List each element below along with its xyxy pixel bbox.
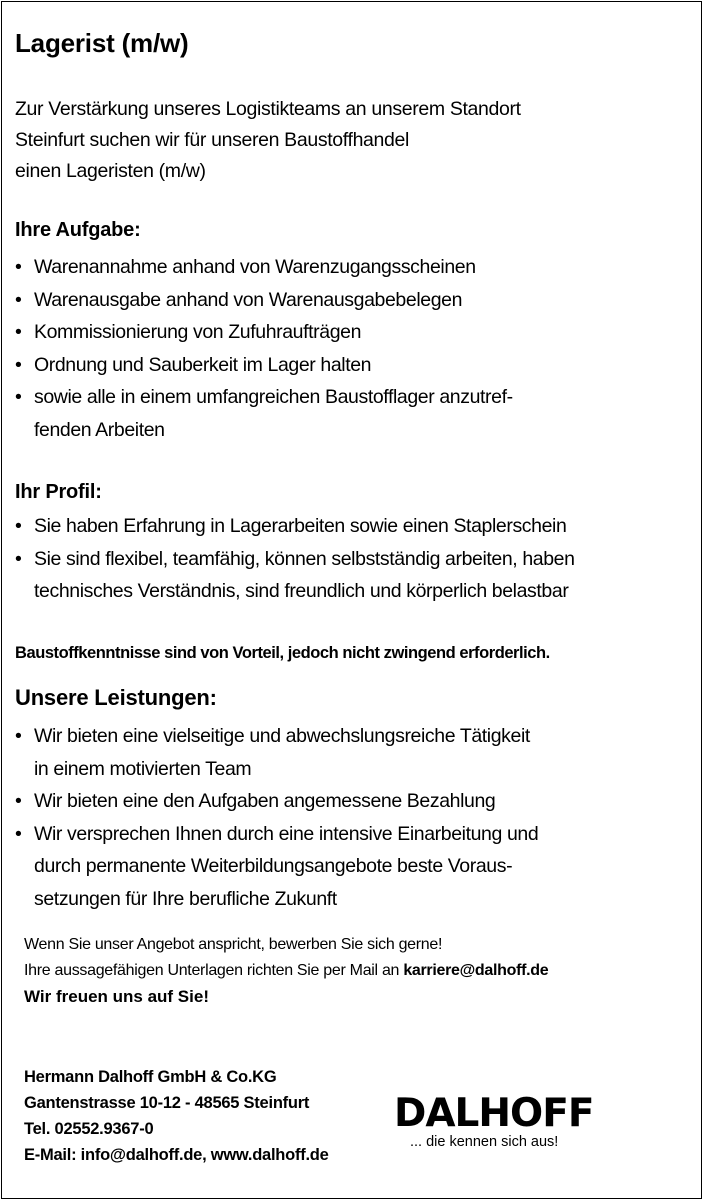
list-item: • Warenausgabe anhand von Warenausgabebelegen bbox=[15, 284, 513, 317]
list-item: • Sie haben Erfahrung in Lagerarbeiten sowie einen Staplerschein bbox=[15, 510, 575, 543]
logo-wordmark: DALHOFF bbox=[394, 1091, 594, 1136]
knowledge-note: Baustoffkenntnisse sind von Vorteil, jedoch nicht zwingend erforderlich. bbox=[15, 644, 550, 662]
company-street: Gantenstrasse 10-12 - 48565 Steinfurt bbox=[24, 1094, 310, 1112]
bullet-icon: • bbox=[15, 822, 22, 845]
list-item: • Wir bieten eine vielseitige und abwechslungsreiche Tätigkeit in einem motivierten Team bbox=[15, 720, 538, 785]
dalhoff-logo bbox=[394, 1091, 694, 1150]
benefits-heading: Unsere Leistungen: bbox=[15, 685, 217, 710]
careers-email-link[interactable]: karriere@dalhoff.de bbox=[403, 962, 549, 979]
intro-line: Zur Verstärkung unseres Logistikteams an unserem Standort bbox=[15, 98, 521, 120]
company-name: Hermann Dalhoff GmbH & Co.KG bbox=[24, 1068, 277, 1086]
list-item: • sowie alle in einem umfangreichen Baustofflager anzutref- fenden Arbeiten bbox=[15, 381, 513, 446]
company-address bbox=[24, 1064, 329, 1168]
bullet-icon: • bbox=[15, 321, 22, 343]
bullet-icon: • bbox=[15, 790, 22, 812]
job-ad-page bbox=[1, 1, 702, 1199]
company-phone: Tel. 02552.9367-0 bbox=[24, 1120, 154, 1138]
profile-heading: Ihr Profil: bbox=[15, 481, 102, 503]
list-item: • Sie sind flexibel, teamfähig, können selbstständig arbeiten, haben technisches Verständnis, sind freundlich und körperlich belastbar bbox=[15, 543, 575, 608]
bullet-icon: • bbox=[15, 515, 22, 537]
benefits-list bbox=[15, 720, 538, 915]
list-item: • Kommissionierung von Zufuhraufträgen bbox=[15, 316, 513, 349]
logo-tagline: ... die kennen sich aus! bbox=[410, 1134, 559, 1150]
closing-line: Wir freuen uns auf Sie! bbox=[24, 987, 209, 1006]
bullet-icon: • bbox=[15, 353, 22, 376]
profile-list bbox=[15, 510, 575, 608]
list-item: • Wir bieten eine den Aufgaben angemessene Bezahlung bbox=[15, 785, 538, 818]
bullet-icon: • bbox=[15, 547, 22, 570]
contact-line: Ihre aussagefähigen Unterlagen richten Sie per Mail an karriere@dalhoff.de bbox=[24, 962, 549, 979]
list-item: • Ordnung und Sauberkeit im Lager halten bbox=[15, 349, 513, 382]
contact-line: Wenn Sie unser Angebot anspricht, bewerben Sie sich gerne! bbox=[24, 936, 443, 953]
bullet-icon: • bbox=[15, 725, 22, 747]
bullet-icon: • bbox=[15, 386, 22, 408]
job-title: Lagerist (m/w) bbox=[15, 28, 189, 58]
bullet-icon: • bbox=[15, 256, 22, 278]
intro-line: einen Lageristen (m/w) bbox=[15, 160, 206, 182]
list-item: • Wir versprechen Ihnen durch eine intensive Einarbeitung und durch permanente Weiterbildungsangebote beste Voraus- setzungen für Ihre berufliche Zukunft bbox=[15, 818, 538, 916]
tasks-heading: Ihre Aufgabe: bbox=[15, 219, 141, 241]
company-email-web: E-Mail: info@dalhoff.de, www.dalhoff.de bbox=[24, 1146, 329, 1164]
tasks-list bbox=[15, 251, 513, 446]
intro-paragraph bbox=[15, 94, 521, 187]
intro-line: Steinfurt suchen wir für unseren Baustoffhandel bbox=[15, 129, 410, 151]
application-contact bbox=[24, 932, 548, 1010]
list-item: • Warenannahme anhand von Warenzugangsscheinen bbox=[15, 251, 513, 284]
bullet-icon: • bbox=[15, 288, 22, 311]
